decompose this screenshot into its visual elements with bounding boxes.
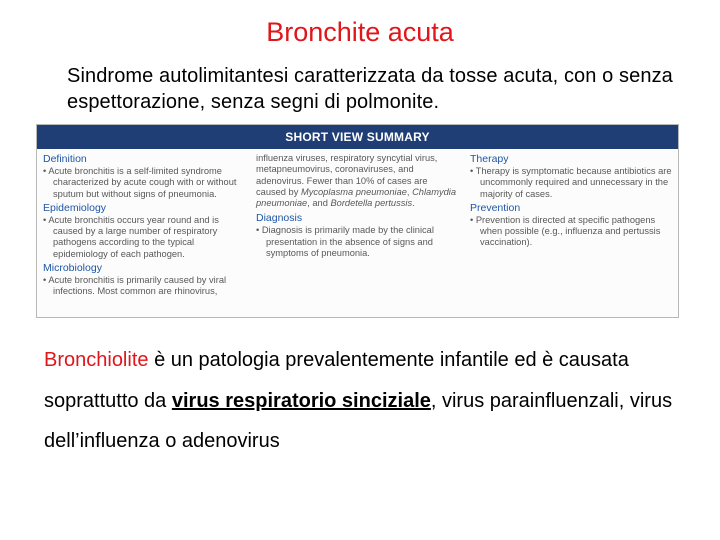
diagnosis-heading: Diagnosis	[256, 212, 303, 225]
slide-title: Bronchite acuta	[266, 17, 454, 47]
epidemiology-text: • Acute bronchitis occurs year round and is caused by a large number of respiratory pathogens according to the typical epidemiology of each pathogen.	[43, 214, 219, 259]
period: .	[412, 198, 415, 209]
bronchiolite-term: Bronchiolite	[44, 349, 149, 371]
microbiology-heading: Microbiology	[43, 262, 102, 275]
therapy-heading: Therapy	[470, 153, 509, 165]
microbiology-text: • Acute bronchitis is primarily caused by viral infections. Most common are rhinovirus,	[43, 275, 227, 297]
bordetella-name: Bordetella pertussis	[330, 198, 413, 209]
prevention-text: • Prevention is directed at specific pathogens when possible (e.g., influenza and pertussis vaccination).	[470, 214, 661, 248]
chlamydia-name: Chlamydia pneumoniae	[256, 186, 457, 209]
therapy-text: • Therapy is symptomatic because antibiotics are uncommonly required and unnecessary in the majority of cases.	[470, 166, 672, 199]
epidemiology-heading: Epidemiology	[43, 201, 107, 214]
microbiology-cont-a: influenza viruses, respiratory syncytial virus, metapneumovirus, coronaviruses, and adenovirus. Fewer than 10% of cases are caused by	[256, 153, 438, 197]
definition-text: • Acute bronchitis is a self-limited syndrome characterized by acute cough with or without sputum but without signs of pneumonia.	[43, 166, 237, 199]
microbiology-continued-text	[256, 153, 458, 209]
bronchiolite-paragraph	[44, 340, 704, 462]
comma-1: ,	[406, 186, 413, 197]
summary-column-3	[470, 153, 675, 251]
paragraph-part-2: , virus parainfluenzali, virus dell’influenza o adenovirus	[44, 389, 673, 452]
mycoplasma-name: Mycoplasma pneumoniae	[300, 186, 407, 197]
summary-header: SHORT VIEW SUMMARY	[37, 125, 678, 149]
diagnosis-text: • Diagnosis is primarily made by the clinical presentation in the absence of signs and symptoms of pneumonia.	[256, 225, 434, 259]
summary-column-2	[256, 153, 458, 261]
summary-column-1	[43, 153, 248, 300]
paragraph-part-1: è un patologia prevalentemente infantile ed è causata soprattutto da	[44, 349, 629, 412]
short-view-summary-image	[36, 124, 679, 318]
slide-subtitle: Sindrome autolimitantesi caratterizzata da tosse acuta, con o senza espettorazione, senza segni di polmonite.	[67, 65, 673, 113]
definition-heading: Definition	[43, 153, 87, 165]
prevention-heading: Prevention	[470, 201, 521, 214]
and-word: , and	[307, 198, 331, 209]
rsv-underlined: virus respiratorio sinciziale	[171, 389, 431, 412]
